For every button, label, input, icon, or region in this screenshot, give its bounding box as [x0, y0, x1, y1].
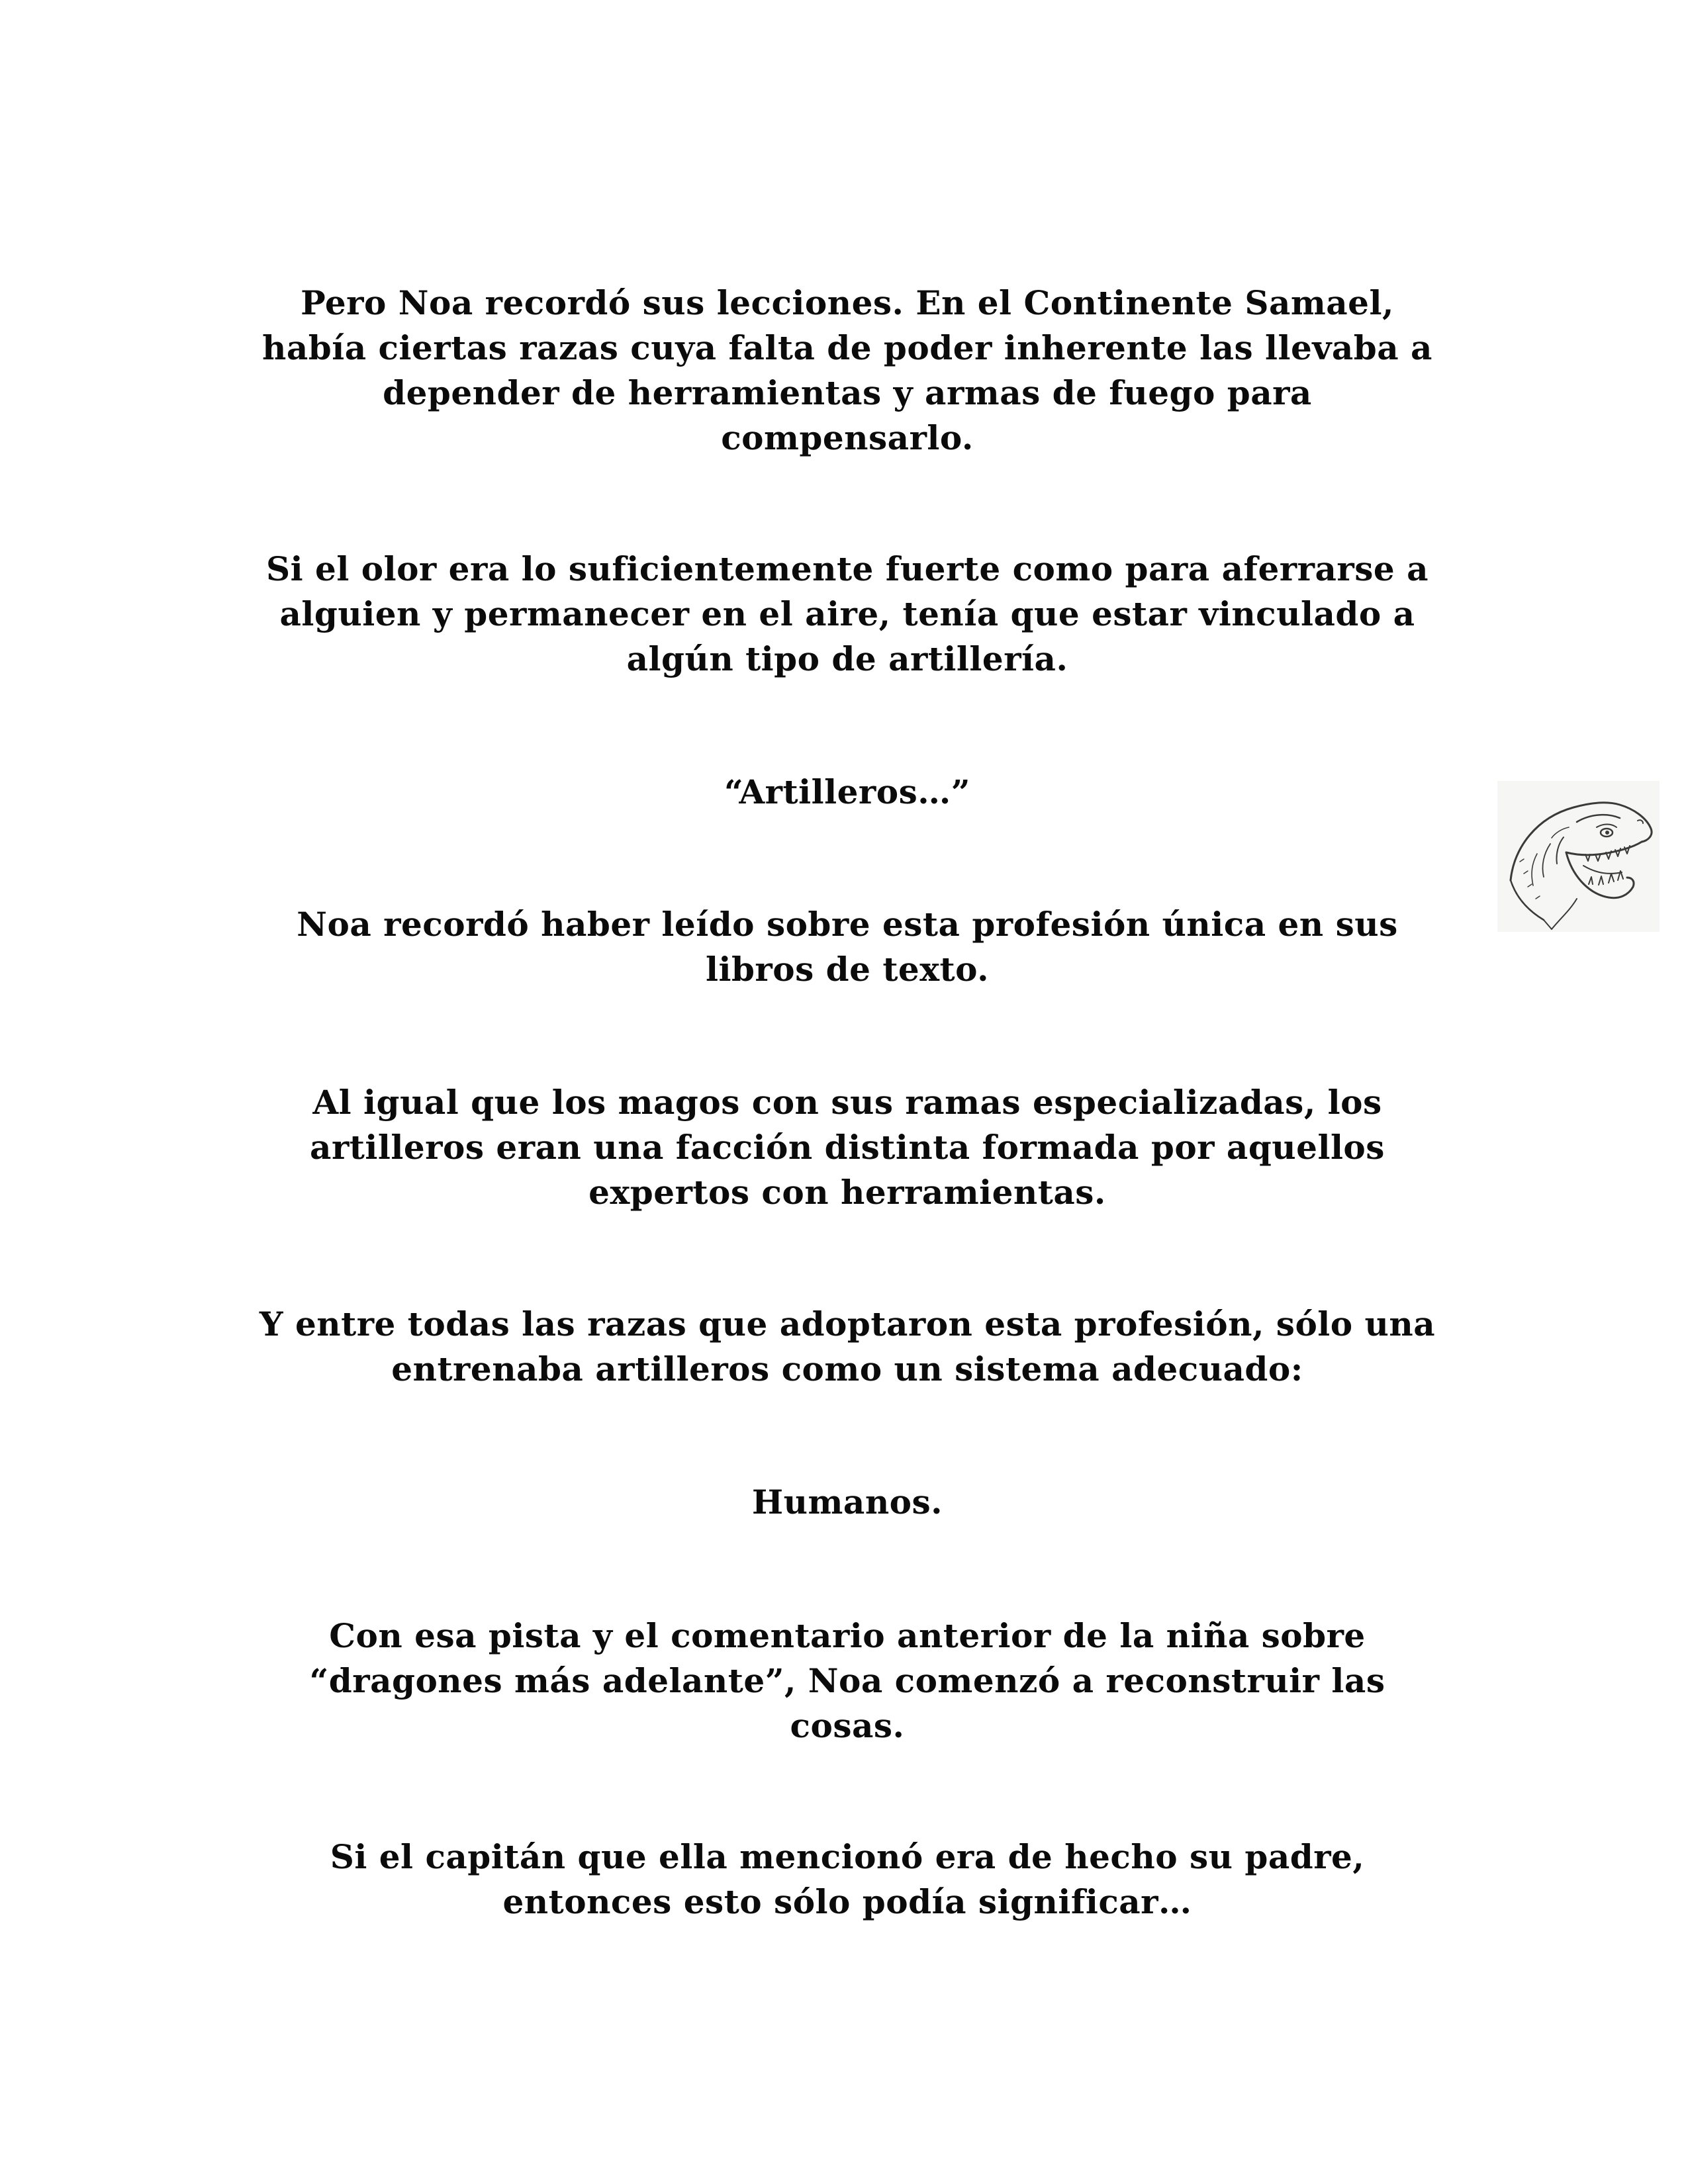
paragraph-8-line-1: Con esa pista y el comentario anterior de la niña sobre [329, 1616, 1366, 1655]
paragraph-7-line-1: Humanos. [751, 1482, 943, 1522]
paragraph-5-line-3: expertos con herramientas. [588, 1173, 1106, 1212]
paragraph-1 [225, 281, 1470, 461]
paragraph-4-line-1: Noa recordó haber leído sobre esta profesión única en sus [297, 905, 1398, 944]
paragraph-9-line-1: Si el capitán que ella mencionó era de hecho su padre, [330, 1837, 1365, 1876]
paragraph-1-line-2: había ciertas razas cuya falta de poder inherente las llevaba a [262, 328, 1432, 367]
paragraph-1-line-3: depender de herramientas y armas de fuego para [383, 373, 1312, 412]
paragraph-6-line-2: entrenaba artilleros como un sistema adecuado: [391, 1349, 1303, 1388]
paragraph-2-line-2: alguien y permanecer en el aire, tenía que estar vinculado a [279, 594, 1415, 633]
paragraph-9-line-2: entonces esto sólo podía significar… [502, 1882, 1192, 1921]
dinosaur-head-sketch-icon [1497, 781, 1660, 932]
paragraph-3-line-1: “Artilleros…” [724, 772, 970, 811]
paragraph-2-line-3: algún tipo de artillería. [626, 639, 1068, 678]
paragraph-4-line-2: libros de texto. [705, 950, 990, 989]
paragraph-1-line-4: compensarlo. [721, 418, 974, 457]
paragraph-5 [225, 1080, 1470, 1215]
paragraph-9 [225, 1835, 1470, 1925]
paragraph-4 [225, 902, 1470, 992]
paragraph-2-line-1: Si el olor era lo suficientemente fuerte como para aferrarse a [266, 549, 1429, 588]
paragraph-3 [225, 770, 1470, 815]
paragraph-6 [225, 1302, 1470, 1392]
paragraph-5-line-2: artilleros eran una facción distinta formada por aquellos [310, 1128, 1385, 1167]
paragraph-8 [225, 1614, 1470, 1749]
paragraph-1-line-1: Pero Noa recordó sus lecciones. En el Continente Samael, [301, 283, 1394, 322]
paragraph-5-line-1: Al igual que los magos con sus ramas especializadas, los [312, 1083, 1382, 1122]
paragraph-2 [225, 547, 1470, 682]
paragraph-8-line-2: “dragones más adelante”, Noa comenzó a reconstruir las [309, 1661, 1385, 1700]
paragraph-7 [225, 1480, 1470, 1525]
paragraph-6-line-1: Y entre todas las razas que adoptaron esta profesión, sólo una [259, 1304, 1436, 1343]
paragraph-8-line-3: cosas. [790, 1706, 905, 1745]
